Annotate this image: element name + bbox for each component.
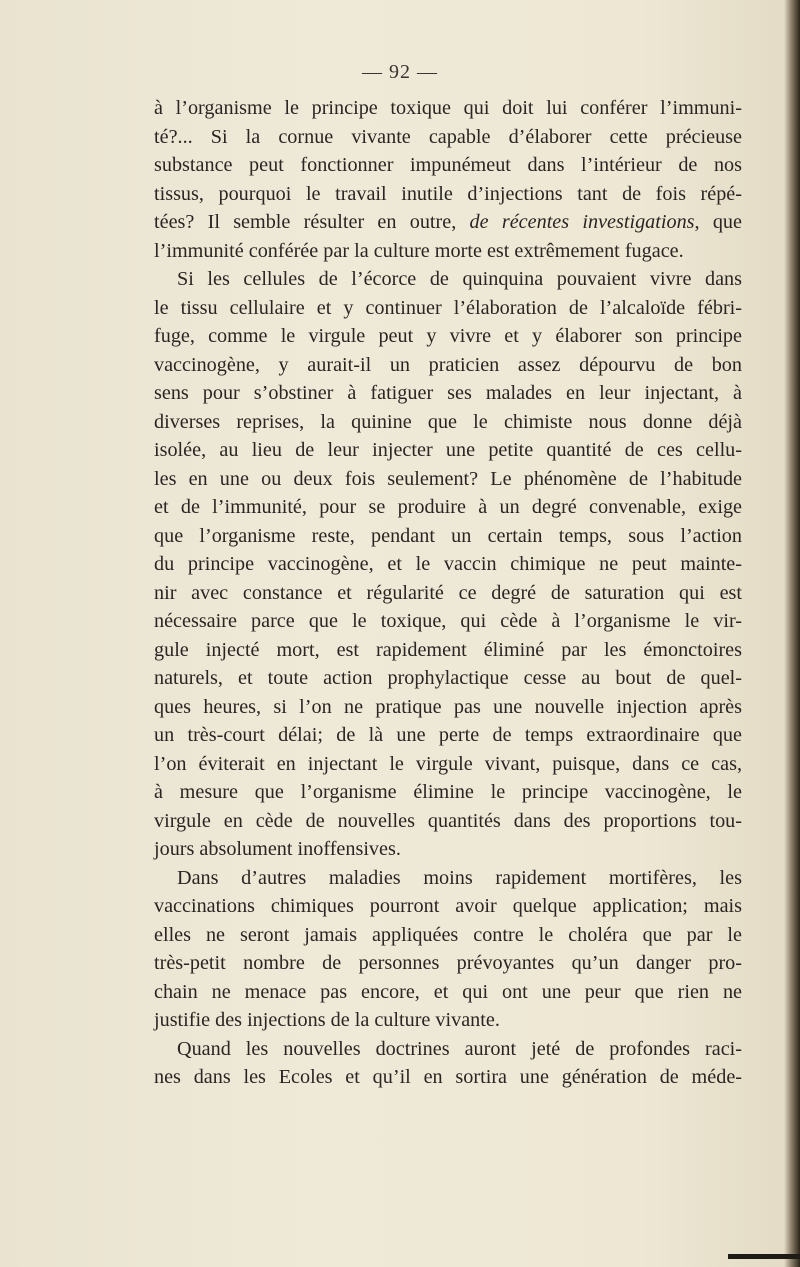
text-line: tissus, pourquoi le travail inutile d’injections tant de fois répé-	[154, 182, 742, 205]
text-line: l’immunité conférée par la culture morte est extrêmement fugace.	[154, 239, 684, 262]
body-text	[154, 94, 742, 1092]
text-segment: tées? Il semble résulter en outre,	[154, 211, 470, 233]
text-line: et de l’immunité, pour se produire à un degré convenable, exige	[154, 496, 742, 518]
text-line: ques heures, si l’on ne pratique pas une nouvelle injection après	[154, 695, 742, 718]
text-line: jours absolument inoffensives.	[154, 838, 401, 860]
text-segment: , que	[694, 211, 742, 233]
text-line: que l’organisme reste, pendant un certain temps, sous l’action	[154, 524, 742, 547]
text-line: Dans d’autres maladies moins rapidement mortifères, les	[177, 866, 742, 889]
text-line: un très-court délai; de là une perte de temps extraordinaire que	[154, 724, 742, 746]
text-line: diverses reprises, la quinine que le chimiste nous donne déjà	[154, 410, 742, 433]
text-line: naturels, et toute action prophylactique cesse au bout de quel-	[154, 667, 742, 689]
text-line: substance peut fonctionner impunémeut dans l’intérieur de nos	[154, 154, 742, 176]
page-number: — 92 —	[362, 61, 438, 83]
italic-text-segment: de récentes investigations	[469, 211, 695, 233]
text-line: justifie des injections de la culture vivante.	[154, 1009, 500, 1031]
page-edge-mark	[728, 1254, 800, 1259]
text-line: vaccinations chimiques pourront avoir quelque application; mais	[154, 895, 742, 917]
text-line: nes dans les Ecoles et qu’il en sortira une génération de méde-	[154, 1066, 742, 1088]
text-line: l’on éviterait en injectant le virgule vivant, puisque, dans ce cas,	[154, 752, 742, 775]
text-line: té?... Si la cornue vivante capable d’élaborer cette précieuse	[154, 125, 742, 148]
text-line: fuge, comme le virgule peut y vivre et y élaborer son principe	[154, 325, 742, 347]
text-line: les en une ou deux fois seulement? Le phénomène de l’habitude	[154, 467, 742, 490]
text-line: sens pour s’obstiner à fatiguer ses malades en leur injectant, à	[154, 382, 742, 404]
text-line: elles ne seront jamais appliquées contre le choléra que par le	[154, 923, 742, 946]
text-line: à l’organisme le principe toxique qui doit lui conférer l’immuni-	[154, 97, 742, 119]
text-line: vaccinogène, y aurait-il un praticien assez dépourvu de bon	[154, 353, 742, 376]
text-line: très-petit nombre de personnes prévoyantes qu’un danger pro-	[154, 952, 742, 974]
text-line: chain ne menace pas encore, et qui ont une peur que rien ne	[154, 980, 742, 1003]
text-line: nir avec constance et régularité ce degré de saturation qui est	[154, 581, 742, 604]
page-edge-shadow	[784, 0, 800, 1267]
text-line: isolée, au lieu de leur injecter une petite quantité de ces cellu-	[154, 439, 742, 461]
text-line	[154, 208, 742, 237]
text-line: virgule en cède de nouvelles quantités dans des proportions tou-	[154, 809, 742, 832]
text-line: Quand les nouvelles doctrines auront jeté de profondes raci-	[177, 1037, 742, 1060]
text-line: du principe vaccinogène, et le vaccin chimique ne peut mainte-	[154, 553, 742, 575]
text-line: nécessaire parce que le toxique, qui cède à l’organisme le vir-	[154, 610, 742, 632]
text-line: gule injecté mort, est rapidement éliminé par les émonctoires	[154, 638, 742, 661]
text-line: le tissu cellulaire et y continuer l’élaboration de l’alcaloïde fébri-	[154, 296, 742, 319]
text-line: Si les cellules de l’écorce de quinquina pouvaient vivre dans	[177, 268, 742, 290]
text-line: à mesure que l’organisme élimine le principe vaccinogène, le	[154, 781, 742, 803]
